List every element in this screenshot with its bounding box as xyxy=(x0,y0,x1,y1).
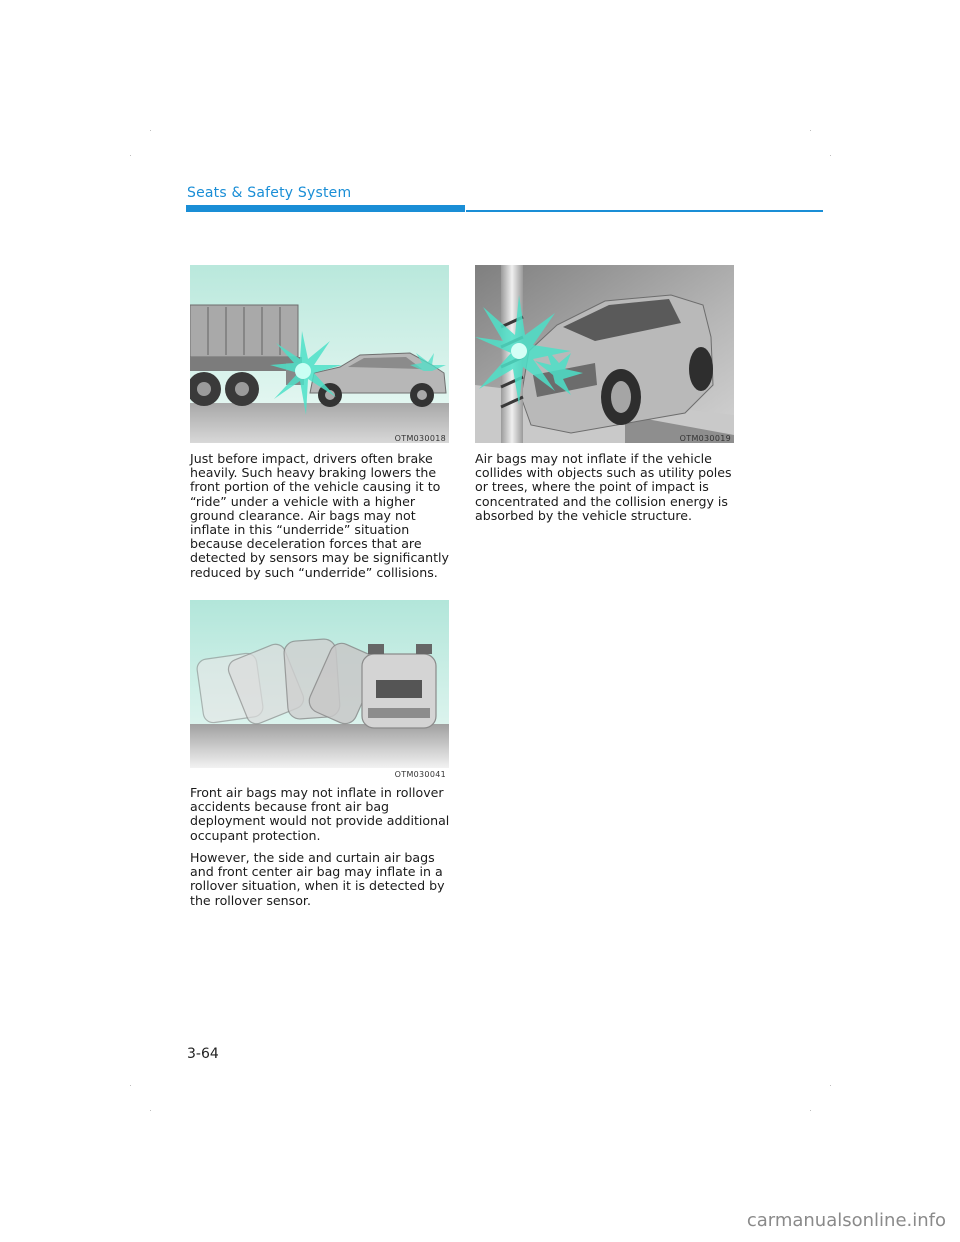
section-title: Seats & Safety System xyxy=(187,185,352,201)
watermark: carmanualsonline.info xyxy=(746,1210,946,1231)
crop-mark xyxy=(830,155,831,156)
crop-mark xyxy=(130,155,131,156)
crop-mark xyxy=(150,1110,151,1111)
figure-pole-illustration xyxy=(475,265,734,443)
crop-mark xyxy=(830,1085,831,1086)
figure-rollover-illustration xyxy=(190,600,449,768)
figure-code: OTM030041 xyxy=(394,770,446,779)
caption-rollover-front: Front air bags may not inflate in rollover accidents because front air bag deployment would not provide additional occupant protection. xyxy=(190,785,450,843)
figure-underride-illustration xyxy=(190,265,449,443)
crop-mark xyxy=(130,1085,131,1086)
crop-mark xyxy=(810,130,811,131)
page-number: 3-64 xyxy=(187,1046,219,1062)
header-rule-thin xyxy=(466,210,823,212)
figure-code: OTM030018 xyxy=(394,434,446,443)
crop-mark xyxy=(810,1110,811,1111)
caption-underride: Just before impact, drivers often brake heavily. Such heavy braking lowers the front portion of the vehicle causing it to “ride” under a vehicle with a higher ground clearance. Air bags may not inflate in this “underride” situation because deceleration forces that are detected by sensors may be significantly reduced by such “underride” collisions. xyxy=(190,451,449,580)
crop-mark xyxy=(150,130,151,131)
caption-pole: Air bags may not inflate if the vehicle collides with objects such as utility poles or trees, where the point of impact is concentrated and the collision energy is absorbed by the vehicle structure. xyxy=(475,451,732,523)
figure-code: OTM030019 xyxy=(679,434,731,443)
header-rule-thick xyxy=(186,205,465,212)
caption-rollover-side: However, the side and curtain air bags and front center air bag may inflate in a rollover situation, when it is detected by the rollover sensor. xyxy=(190,850,445,908)
